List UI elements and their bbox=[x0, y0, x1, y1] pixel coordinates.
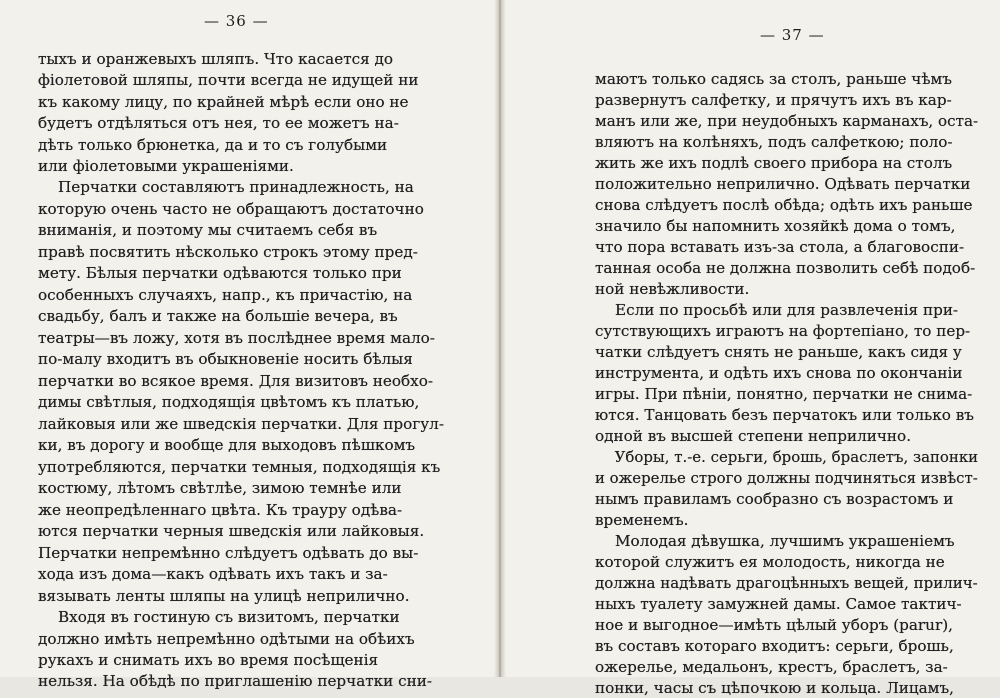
text-line: мету. Бѣлыя перчатки одѣваются только при bbox=[38, 264, 402, 282]
text-line: и ожерелье строго должны подчиняться извѣст- bbox=[595, 469, 978, 487]
text-line: димы свѣтлыя, подходящія цвѣтомъ къ платью, bbox=[38, 393, 420, 411]
text-line: игры. При пѣніи, понятно, перчатки не снима- bbox=[595, 385, 973, 403]
text-line: дѣть только брюнетка, да и то съ голубыми bbox=[38, 136, 388, 154]
text-line: должна надѣвать драгоцѣнныхъ вещей, прилич- bbox=[595, 574, 978, 592]
text-line: театры—въ ложу, хотя въ послѣднее время мало- bbox=[38, 329, 435, 347]
text-line: по-малу входитъ въ обыкновеніе носить бѣлыя bbox=[38, 350, 413, 368]
text-line: вязывать ленты шляпы на улицѣ неприлично. bbox=[38, 587, 410, 605]
text-line: ной невѣжливости. bbox=[595, 280, 750, 298]
text-line: правѣ посвятить нѣсколько строкъ этому пред- bbox=[38, 243, 418, 261]
text-line: должно имѣть непремѣнно одѣтыми на обѣихъ bbox=[38, 630, 415, 648]
text-line: которую очень часто не обращаютъ достаточно bbox=[38, 200, 424, 218]
page-number: — 36 — bbox=[204, 12, 269, 30]
text-line: тыхъ и оранжевыхъ шляпъ. Что касается до bbox=[38, 50, 394, 68]
text-line: особенныхъ случаяхъ, напр., къ причастію, на bbox=[38, 286, 413, 304]
text-line: Если по просьбѣ или для развлеченія при- bbox=[615, 301, 959, 319]
text-line: временемъ. bbox=[595, 511, 689, 529]
text-line: инструмента, и одѣть ихъ снова по окончаніи bbox=[595, 364, 963, 382]
text-line: Перчатки составляютъ принадлежность, на bbox=[58, 178, 414, 196]
text-line: перчатки во всякое время. Для визитовъ необхо- bbox=[38, 372, 434, 390]
text-line: Перчатки непремѣнно слѣдуетъ одѣвать до вы- bbox=[38, 544, 419, 562]
left-page bbox=[0, 0, 498, 690]
text-line: ки, въ дорогу и вообще для выходовъ пѣшкомъ bbox=[38, 436, 416, 454]
text-line: фіолетовой шляпы, почти всегда не идущей ни bbox=[38, 71, 419, 89]
text-line: или фіолетовыми украшеніями. bbox=[38, 157, 294, 175]
text-line: значило бы напомнить хозяйкѣ дома о томъ, bbox=[595, 217, 956, 235]
text-line: что пора вставать изъ-за стола, а благовоспи- bbox=[595, 238, 965, 256]
text-line: вляютъ на колѣняхъ, подъ салфеткою; поло- bbox=[595, 133, 953, 151]
text-line: Входя въ гостиную съ визитомъ, перчатки bbox=[58, 608, 400, 626]
text-line: употребляются, перчатки темныя, подходящія къ bbox=[38, 458, 441, 476]
text-line: нельзя. На обѣдѣ по приглашенію перчатки сни- bbox=[38, 672, 432, 690]
text-line: свадьбу, балъ и также на большіе вечера, въ bbox=[38, 307, 398, 325]
text-line: ныхъ туалету замужней дамы. Самое тактич- bbox=[595, 595, 962, 613]
text-line: манъ или же, при неудобныхъ карманахъ, оста- bbox=[595, 112, 979, 130]
text-line: понки, часы съ цѣпочкою и кольца. Лицамъ, bbox=[595, 679, 954, 697]
text-line: жить же ихъ подлѣ своего прибора на столъ bbox=[595, 154, 953, 172]
text-line: къ какому лицу, по крайней мѣрѣ если оно не bbox=[38, 93, 409, 111]
page-number: — 37 — bbox=[760, 26, 825, 44]
text-line: положительно неприлично. Одѣвать перчатки bbox=[595, 175, 971, 193]
text-line: чатки слѣдуетъ снять не раньше, какъ сидя у bbox=[595, 343, 962, 361]
text-line: танная особа не должна позволить себѣ подоб- bbox=[595, 259, 976, 277]
text-line: же неопредѣленнаго цвѣта. Къ трауру одѣва- bbox=[38, 501, 403, 519]
text-line: ются. Танцовать безъ перчатокъ или только въ bbox=[595, 406, 974, 424]
text-line: снова слѣдуетъ послѣ обѣда; одѣть ихъ раньше bbox=[595, 196, 973, 214]
text-line: Уборы, т.-е. серьги, брошь, браслетъ, запонки bbox=[614, 448, 979, 466]
text-line: которой служитъ ея молодость, никогда не bbox=[595, 553, 945, 571]
text-line: развернутъ салфетку, и прячутъ ихъ въ кар- bbox=[595, 91, 952, 109]
text-line: будетъ отдѣляться отъ нея, то ее можетъ на- bbox=[38, 114, 399, 132]
text-line: лайковыя или же шведскія перчатки. Для прогул- bbox=[38, 415, 444, 433]
text-line: рукахъ и снимать ихъ во время посѣщенія bbox=[38, 651, 379, 669]
text-line: ное и выгодное—имѣть цѣлый уборъ (parur), bbox=[595, 616, 953, 634]
text-line: ожерелье, медальонъ, крестъ, браслетъ, за- bbox=[595, 658, 948, 676]
book-gutter bbox=[494, 0, 506, 677]
text-line: маютъ только садясь за столъ, раньше чѣмъ bbox=[595, 70, 952, 88]
text-line: ются перчатки черныя шведскія или лайковыя. bbox=[38, 522, 425, 540]
text-line: сутствующихъ играютъ на фортепіано, то пер- bbox=[595, 322, 971, 340]
text-line: костюму, лѣтомъ свѣтлѣе, зимою темнѣе или bbox=[38, 479, 402, 497]
text-line: хода изъ дома—какъ одѣвать ихъ такъ и за- bbox=[38, 565, 388, 583]
text-line: въ составъ котораго входитъ: серьги, брошь, bbox=[595, 637, 954, 655]
text-line: одной въ высшей степени неприлично. bbox=[595, 427, 912, 445]
text-line: вниманія, и поэтому мы считаемъ себя въ bbox=[38, 221, 378, 239]
text-line: нымъ правиламъ сообразно съ возрастомъ и bbox=[595, 490, 954, 508]
right-page bbox=[502, 0, 1000, 697]
text-line: Молодая дѣвушка, лучшимъ украшеніемъ bbox=[615, 532, 955, 550]
